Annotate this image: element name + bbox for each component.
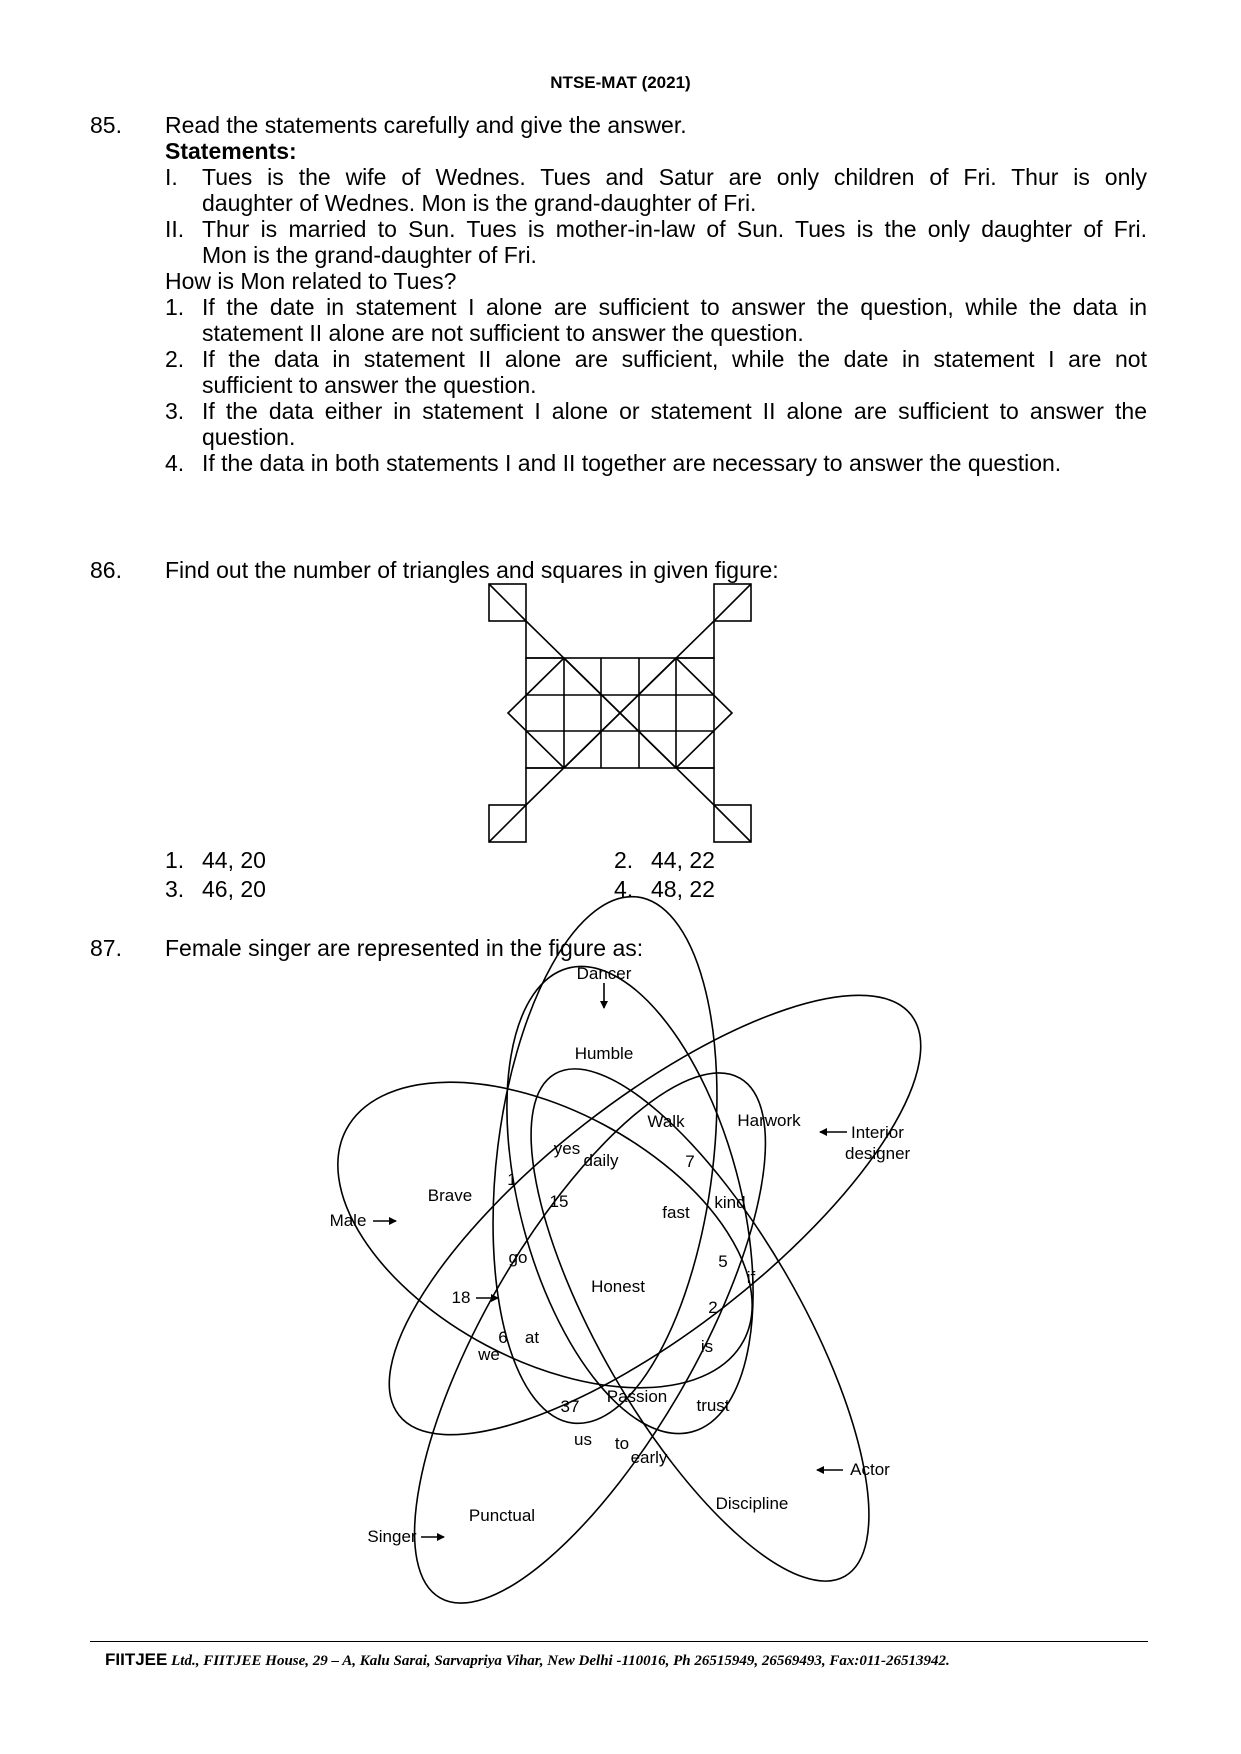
region-yes: yes [553,1139,581,1158]
statement-label: I. [165,164,178,190]
option-label: 3. [165,398,185,424]
question-number: 85. [90,112,122,138]
statement-text: Tues is the wife of Wednes. Tues and Satur are only children of Fri. Thur is only [202,164,1147,190]
region-daily: daily [583,1151,619,1170]
question-text: How is Mon related to Tues? [165,268,457,294]
footer-address: Ltd., FIITJEE House, 29 – A, Kalu Sarai, Sarvapriya Vihar, New Delhi -110016, Ph 26515949, 26569493, Fax:011-26513942. [171,1653,950,1669]
option-text: 44, 20 [202,847,266,873]
option-text: 44, 22 [651,847,715,873]
region-go: go [508,1248,528,1267]
option-text: statement II alone are not sufficient to answer the question. [202,320,804,346]
option-label: 1. [165,294,185,320]
region-humble: Humble [574,1044,634,1063]
region-punctual: Punctual [468,1506,536,1525]
region-five: 5 [718,1252,728,1271]
region-if: if [746,1268,756,1287]
set-label-dancer: Dancer [576,964,632,983]
interior-designer-ellipse [328,924,982,1505]
region-brave: Brave [427,1186,473,1205]
region-two: 2 [708,1298,718,1317]
set-label-singer: Singer [367,1527,417,1546]
option-text: question. [202,424,296,450]
footer-brand: FIITJEE [105,1650,168,1669]
region-at: at [524,1328,540,1347]
region-kind: kind [714,1193,746,1212]
option-text: If the data in statement II alone are sufficient, while the date in statement I are not [202,346,1147,372]
option-label: 2. [165,346,185,372]
region-fifteen: 15 [549,1192,569,1211]
set-label-eighteen: 18 [451,1288,471,1307]
set-label-actor: Actor [850,1460,890,1479]
region-walk: Walk [647,1112,685,1131]
region-to: to [614,1434,630,1453]
question-prompt: Read the statements carefully and give the answer. [165,112,687,138]
option-text: If the data in both statements I and II together are necessary to answer the question. [202,450,1062,476]
inner-ellipse [462,940,799,1461]
region-trust: trust [696,1396,730,1415]
region-we: we [478,1345,500,1364]
set-label-designer: designer [845,1144,911,1163]
page-footer [105,1650,950,1670]
option-text: 48, 22 [651,876,715,902]
question-number: 87. [90,935,122,961]
statement-label: II. [165,216,185,242]
option-label: 4. [165,450,185,476]
region-thirtyseven: 37 [560,1397,580,1416]
question-prompt: Female singer are represented in the figure as: [165,935,644,961]
statement-text: Thur is married to Sun. Tues is mother-in-law of Sun. Tues is the only daughter of Fri. [202,216,1147,242]
option-label: 1. [165,847,185,873]
region-passion: Passion [606,1387,668,1406]
question-prompt: Find out the number of triangles and squares in given figure: [165,557,779,583]
statement-text: Mon is the grand-daughter of Fri. [202,242,537,268]
option-text: sufficient to answer the question. [202,372,537,398]
option-label: 3. [165,876,185,902]
question-number: 86. [90,557,122,583]
region-harwork: Harwork [737,1111,801,1130]
set-label-male: Male [329,1211,367,1230]
option-label: 2. [614,847,634,873]
region-fast: fast [662,1203,690,1222]
statements-heading: Statements: [165,138,297,164]
option-text: 46, 20 [202,876,266,902]
region-six: 6 [498,1328,508,1347]
option-label: 4. [614,876,634,902]
region-early: early [630,1448,668,1467]
option-text: If the data either in statement I alone or statement II alone are sufficient to answer the [202,398,1147,424]
region-one: 1 [507,1170,517,1189]
page-header: NTSE-MAT (2021) [550,73,691,92]
option-text: If the date in statement I alone are sufficient to answer the question, while the data in [202,294,1147,320]
region-honest: Honest [591,1277,645,1296]
male-ellipse [288,1019,803,1451]
set-label-interior: Interior [851,1123,904,1142]
region-discipline: Discipline [715,1494,789,1513]
region-is: is [700,1337,714,1356]
region-us: us [574,1430,592,1449]
footer-divider [90,1641,1148,1642]
region-seven: 7 [685,1152,695,1171]
statement-text: daughter of Wednes. Mon is the grand-daughter of Fri. [202,190,757,216]
actor-ellipse [468,1024,931,1626]
